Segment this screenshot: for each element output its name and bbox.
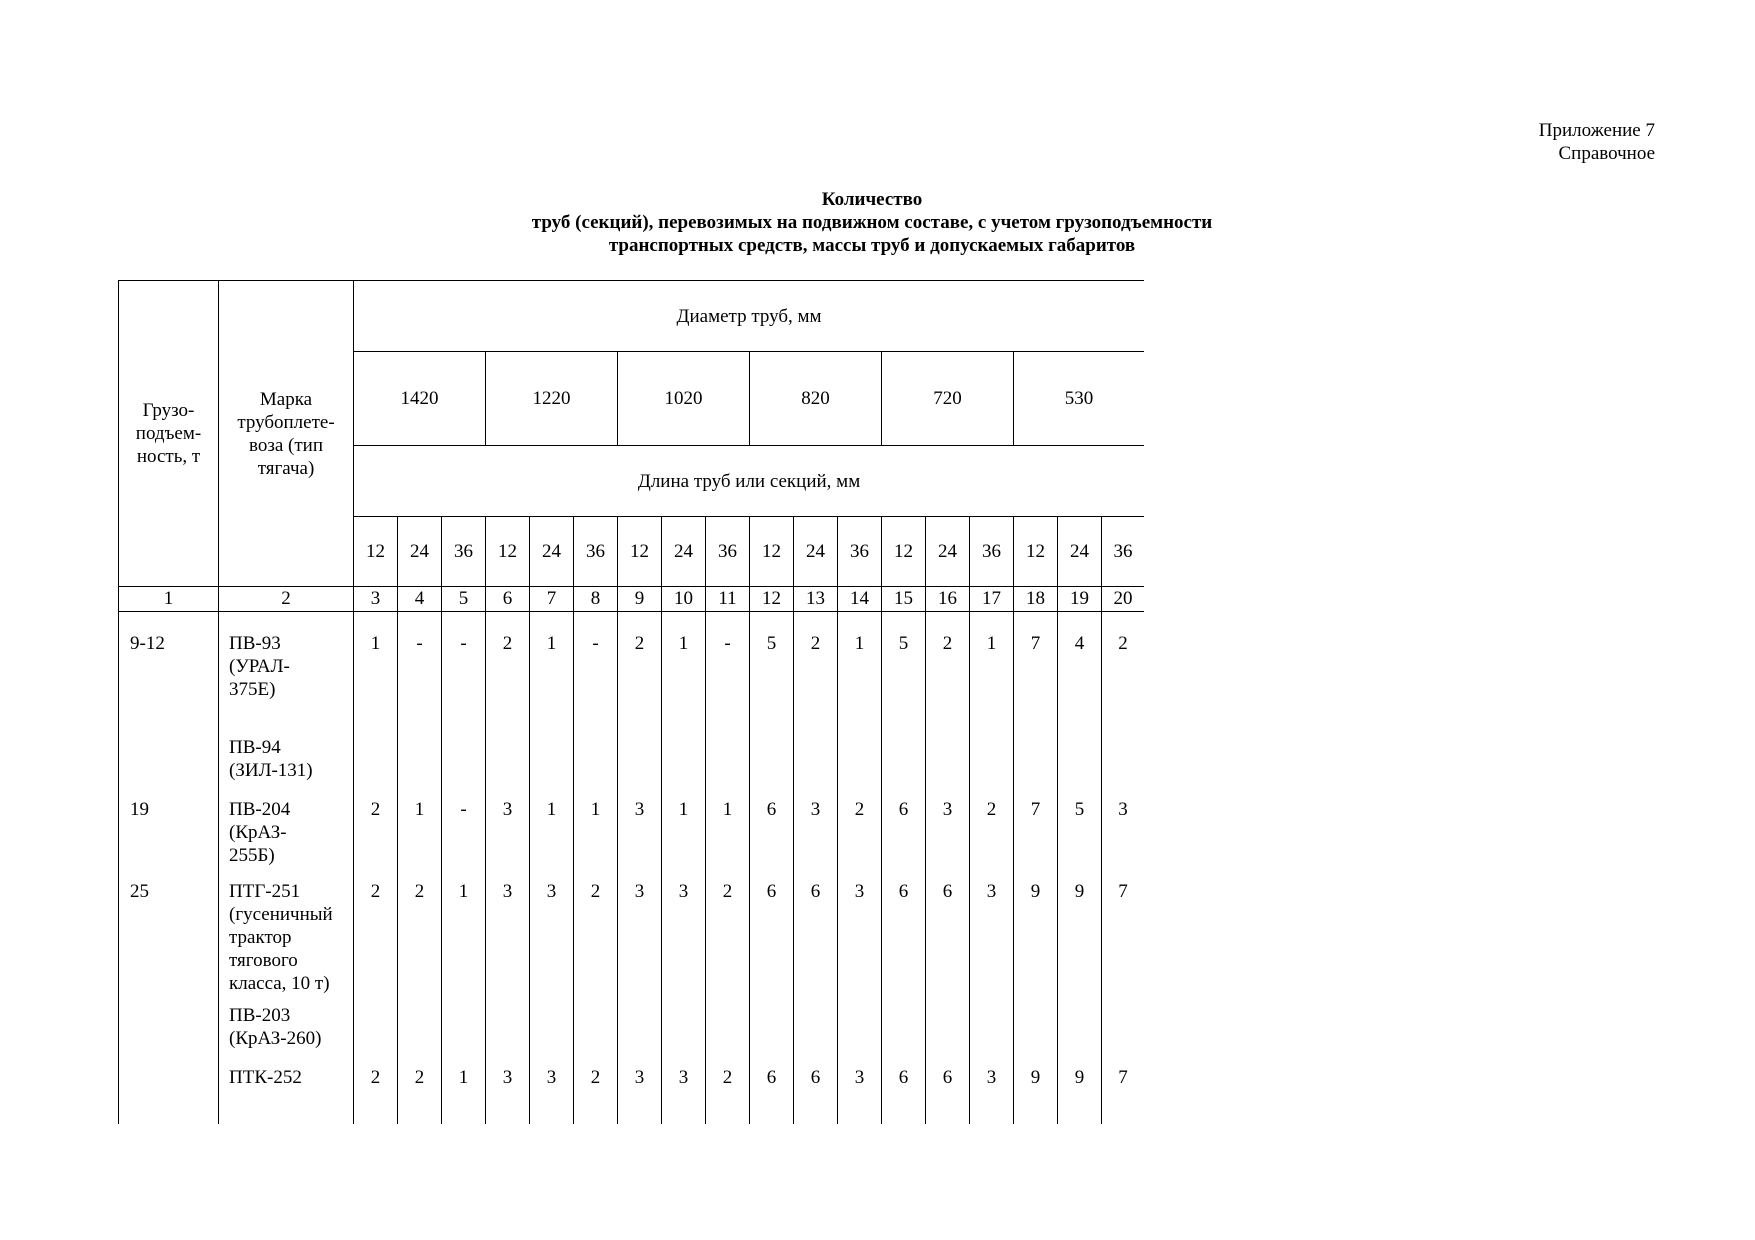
value-cell: 1: [838, 612, 882, 737]
value-cell: 6: [926, 1066, 970, 1124]
length-value: 12: [750, 517, 794, 587]
model-line: ПТГ-251: [229, 881, 301, 902]
model-line: (КрАЗ-260): [229, 1028, 322, 1049]
value-cell: 2: [926, 612, 970, 737]
column-number: 8: [574, 587, 618, 612]
model-cell: [219, 1066, 354, 1124]
table-row: [119, 880, 1145, 1004]
model-line: ПВ-203: [229, 1005, 291, 1026]
length-value: 12: [1014, 517, 1058, 587]
column-number: 13: [794, 587, 838, 612]
appendix-type: Справочное: [1558, 143, 1655, 164]
value-cell: 2: [354, 1066, 398, 1124]
model-line: ПВ-204: [229, 799, 291, 820]
pipes-table: [118, 280, 1144, 1124]
diameter-value: 1020: [618, 352, 750, 446]
capacity-cell: 9-12: [119, 612, 219, 737]
appendix-number: Приложение 7: [1538, 120, 1655, 141]
table-row: [119, 798, 1145, 880]
value-cell: [530, 736, 574, 798]
value-cell: 6: [882, 798, 926, 880]
value-cell: 3: [530, 1066, 574, 1124]
model-line: тягового: [229, 950, 298, 971]
value-cell: -: [442, 798, 486, 880]
length-value: 36: [442, 517, 486, 587]
length-value: 24: [926, 517, 970, 587]
value-cell: 7: [1102, 1066, 1145, 1124]
value-cell: [442, 1004, 486, 1066]
title-line-2: труб (секций), перевозимых на подвижном составе, с учетом грузоподъемности: [531, 212, 1213, 233]
value-cell: [794, 1004, 838, 1066]
value-cell: 4: [1058, 612, 1102, 737]
value-cell: 6: [750, 798, 794, 880]
value-cell: 2: [398, 880, 442, 1004]
value-cell: 2: [618, 612, 662, 737]
diameter-value: 1420: [354, 352, 486, 446]
value-cell: [750, 1004, 794, 1066]
value-cell: 3: [486, 1066, 530, 1124]
value-cell: 3: [618, 798, 662, 880]
value-cell: 3: [662, 880, 706, 1004]
value-cell: 2: [486, 612, 530, 737]
length-value: 12: [486, 517, 530, 587]
value-cell: [838, 736, 882, 798]
value-cell: 2: [354, 880, 398, 1004]
value-cell: 1: [530, 612, 574, 737]
value-cell: [1014, 736, 1058, 798]
title-line-1: Количество: [821, 189, 923, 210]
value-cell: [926, 736, 970, 798]
model-header-line: воза (тип: [249, 434, 323, 456]
value-cell: [1014, 1004, 1058, 1066]
value-cell: [398, 1004, 442, 1066]
value-cell: 3: [970, 880, 1014, 1004]
value-cell: [706, 1004, 750, 1066]
value-cell: 5: [1058, 798, 1102, 880]
model-column-header: [219, 281, 354, 587]
value-cell: -: [398, 612, 442, 737]
model-line: ПВ-93: [229, 633, 281, 654]
appendix-note: [1539, 119, 1655, 165]
length-value: 36: [574, 517, 618, 587]
value-cell: 3: [794, 798, 838, 880]
value-cell: 3: [618, 880, 662, 1004]
value-cell: 1: [442, 880, 486, 1004]
value-cell: 7: [1014, 798, 1058, 880]
value-cell: [882, 1004, 926, 1066]
value-cell: 9: [1014, 1066, 1058, 1124]
capacity-header-line: ность, т: [136, 446, 201, 467]
diameter-value: 530: [1014, 352, 1145, 446]
column-number: 4: [398, 587, 442, 612]
value-cell: 1: [574, 798, 618, 880]
column-number: 15: [882, 587, 926, 612]
value-cell: 6: [750, 880, 794, 1004]
value-cell: [794, 736, 838, 798]
value-cell: 6: [750, 1066, 794, 1124]
model-cell: [219, 612, 354, 737]
column-number: 5: [442, 587, 486, 612]
value-cell: [442, 736, 486, 798]
value-cell: 2: [838, 798, 882, 880]
length-value: 36: [970, 517, 1014, 587]
column-number: 17: [970, 587, 1014, 612]
value-cell: 2: [706, 1066, 750, 1124]
column-number: 19: [1058, 587, 1102, 612]
value-cell: [838, 1004, 882, 1066]
column-number: 11: [706, 587, 750, 612]
value-cell: 5: [882, 612, 926, 737]
value-cell: 2: [574, 1066, 618, 1124]
value-cell: 7: [1014, 612, 1058, 737]
model-header-line: трубоплете-: [237, 411, 335, 433]
model-cell: [219, 1004, 354, 1066]
value-cell: 6: [794, 880, 838, 1004]
value-cell: [750, 736, 794, 798]
model-line: (КрАЗ-: [229, 822, 287, 843]
value-cell: [618, 1004, 662, 1066]
value-cell: 3: [926, 798, 970, 880]
length-value: 12: [882, 517, 926, 587]
value-cell: 3: [838, 880, 882, 1004]
value-cell: 2: [398, 1066, 442, 1124]
value-cell: -: [574, 612, 618, 737]
column-number: 2: [219, 587, 354, 612]
value-cell: [574, 736, 618, 798]
pipes-table-container: [118, 280, 1144, 1124]
diameter-value: 720: [882, 352, 1014, 446]
value-cell: 1: [706, 798, 750, 880]
value-cell: 3: [838, 1066, 882, 1124]
length-value: 24: [662, 517, 706, 587]
value-cell: -: [442, 612, 486, 737]
value-cell: 3: [530, 880, 574, 1004]
column-number: 16: [926, 587, 970, 612]
value-cell: 6: [882, 1066, 926, 1124]
capacity-column-header: [119, 281, 219, 587]
model-cell: [219, 736, 354, 798]
model-line: 255Б): [229, 845, 275, 866]
value-cell: [970, 736, 1014, 798]
value-cell: [662, 1004, 706, 1066]
length-value: 24: [1058, 517, 1102, 587]
column-number: 9: [618, 587, 662, 612]
table-row: [119, 1066, 1145, 1124]
model-header-line: Марка: [259, 388, 313, 410]
value-cell: [1058, 736, 1102, 798]
value-cell: [486, 1004, 530, 1066]
value-cell: 3: [1102, 798, 1145, 880]
model-line: 375Е): [229, 679, 276, 700]
value-cell: 2: [1102, 612, 1145, 737]
column-number: 7: [530, 587, 574, 612]
value-cell: 5: [750, 612, 794, 737]
capacity-cell: 25: [119, 880, 219, 1004]
value-cell: [354, 1004, 398, 1066]
value-cell: [706, 736, 750, 798]
value-cell: 1: [442, 1066, 486, 1124]
column-number: 12: [750, 587, 794, 612]
length-value: 24: [530, 517, 574, 587]
model-line: ПВ-94: [229, 737, 281, 758]
value-cell: 2: [354, 798, 398, 880]
value-cell: 6: [794, 1066, 838, 1124]
value-cell: [1102, 736, 1145, 798]
value-cell: [1058, 1004, 1102, 1066]
column-number: 6: [486, 587, 530, 612]
column-number: 18: [1014, 587, 1058, 612]
value-cell: [970, 1004, 1014, 1066]
column-number: 20: [1102, 587, 1145, 612]
diameter-header: Диаметр труб, мм: [354, 281, 1145, 352]
model-line: (ЗИЛ-131): [229, 760, 313, 781]
length-value: 12: [354, 517, 398, 587]
model-line: (гусеничный: [229, 904, 333, 925]
value-cell: 6: [926, 880, 970, 1004]
capacity-cell: 19: [119, 798, 219, 880]
title-line-3: транспортных средств, массы труб и допускаемых габаритов: [608, 235, 1136, 256]
capacity-cell: [119, 736, 219, 798]
length-value: 36: [706, 517, 750, 587]
value-cell: 6: [882, 880, 926, 1004]
table-row: [119, 736, 1145, 798]
value-cell: 1: [354, 612, 398, 737]
value-cell: [882, 736, 926, 798]
value-cell: 3: [486, 798, 530, 880]
value-cell: 2: [970, 798, 1014, 880]
value-cell: 3: [486, 880, 530, 1004]
value-cell: 9: [1058, 1066, 1102, 1124]
document-title: [0, 188, 1755, 257]
model-line: класса, 10 т): [229, 973, 330, 994]
value-cell: 1: [970, 612, 1014, 737]
column-number: 1: [119, 587, 219, 612]
diameter-value: 1220: [486, 352, 618, 446]
value-cell: 2: [574, 880, 618, 1004]
column-number: 3: [354, 587, 398, 612]
column-number: 10: [662, 587, 706, 612]
value-cell: [398, 736, 442, 798]
length-value: 36: [1102, 517, 1145, 587]
value-cell: 3: [662, 1066, 706, 1124]
model-header-line: тягача): [257, 457, 315, 479]
model-cell: [219, 798, 354, 880]
table-row: [119, 1004, 1145, 1066]
length-value: 24: [398, 517, 442, 587]
value-cell: 1: [662, 612, 706, 737]
length-value: 12: [618, 517, 662, 587]
value-cell: [1102, 1004, 1145, 1066]
column-number: 14: [838, 587, 882, 612]
length-header: Длина труб или секций, мм: [354, 446, 1145, 517]
value-cell: [574, 1004, 618, 1066]
capacity-header-line: Грузо-: [142, 400, 195, 421]
table-row: [119, 612, 1145, 737]
capacity-header-line: подъем-: [135, 423, 202, 444]
model-cell: [219, 880, 354, 1004]
value-cell: 2: [706, 880, 750, 1004]
value-cell: [662, 736, 706, 798]
value-cell: [354, 736, 398, 798]
diameter-value: 820: [750, 352, 882, 446]
value-cell: 3: [618, 1066, 662, 1124]
value-cell: 1: [662, 798, 706, 880]
value-cell: 1: [398, 798, 442, 880]
capacity-cell: [119, 1066, 219, 1124]
value-cell: 3: [970, 1066, 1014, 1124]
model-line: ПТК-252: [229, 1067, 302, 1088]
value-cell: [530, 1004, 574, 1066]
model-line: (УРАЛ-: [229, 656, 290, 677]
capacity-cell: [119, 1004, 219, 1066]
length-value: 24: [794, 517, 838, 587]
value-cell: [618, 736, 662, 798]
value-cell: 1: [530, 798, 574, 880]
value-cell: 9: [1014, 880, 1058, 1004]
value-cell: [486, 736, 530, 798]
value-cell: 2: [794, 612, 838, 737]
value-cell: 7: [1102, 880, 1145, 1004]
length-value: 36: [838, 517, 882, 587]
value-cell: [926, 1004, 970, 1066]
value-cell: 9: [1058, 880, 1102, 1004]
model-line: трактор: [229, 927, 292, 948]
value-cell: -: [706, 612, 750, 737]
